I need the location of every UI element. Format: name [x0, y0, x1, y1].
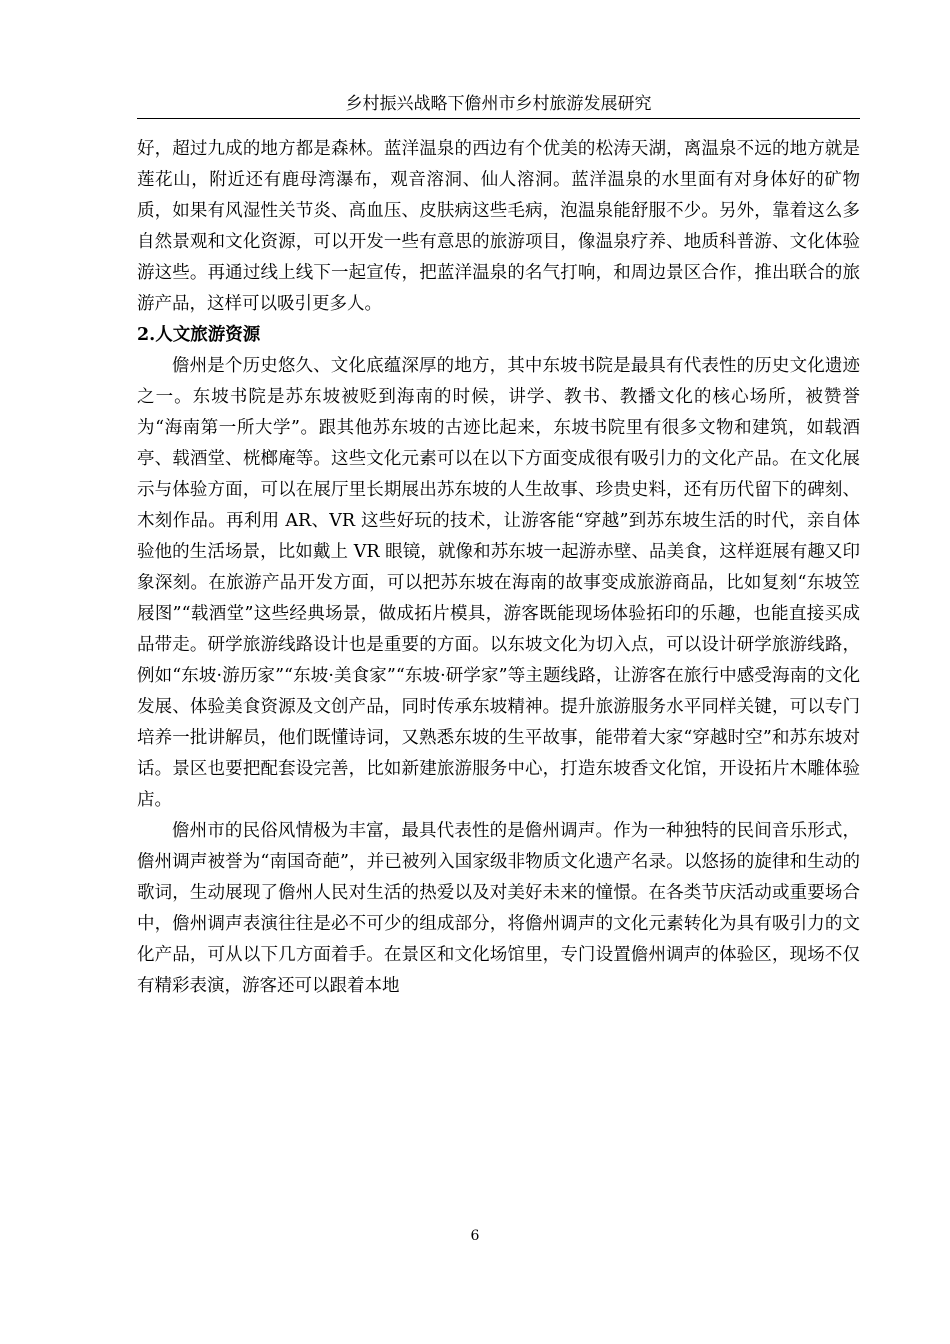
- paragraph-dongpo-academy: 儋州是个历史悠久、文化底蕴深厚的地方，其中东坡书院是最具有代表性的历史文化遗迹之一。东坡书院是苏东坡被贬到海南的时候，讲学、教书、教播文化的核心场所，被赞誉为“海南第一所大学”。跟其他苏东坡的古迹比起来，东坡书院里有很多文物和建筑，如载酒亭、载酒堂、桄榔庵等。这些文化元素可以在以下方面变成很有吸引力的文化产品。在文化展示与体验方面，可以在展厅里长期展出苏东坡的人生故事、珍贵史料，还有历代留下的碑刻、木刻作品。再利用 AR、VR 这些好玩的技术，让游客能“穿越”到苏东坡生活的时代，亲自体验他的生活场景，比如戴上 VR 眼镜，就像和苏东坡一起游赤壁、品美食，这样逛展有趣又印象深刻。在旅游产品开发方面，可以把苏东坡在海南的故事变成旅游商品，比如复刻“东坡笠屐图”“载酒堂”这些经典场景，做成拓片模具，游客既能现场体验拓印的乐趣，也能直接买成品带走。研学旅游线路设计也是重要的方面。以东坡文化为切入点，可以设计研学旅游线路，例如“东坡·游历家”“东坡·美食家”“东坡·研学家”等主题线路，让游客在旅行中感受海南的文化发展、体验美食资源及文创产品，同时传承东坡精神。提升旅游服务水平同样关键，可以专门培养一批讲解员，他们既懂诗词，又熟悉东坡的生平故事，能带着大家“穿越时空”和苏东坡对话。景区也要把配套设完善，比如新建旅游服务中心，打造东坡香文化馆，开设拓片木雕体验店。: [137, 356, 860, 810]
- paragraph-danzhou-tiaosheng: 儋州市的民俗风情极为丰富，最具代表性的是儋州调声。作为一种独特的民间音乐形式，儋州调声被誉为“南国奇葩”，并已被列入国家级非物质文化遗产名录。以悠扬的旋律和生动的歌词，生动展现了儋州人民对生活的热爱以及对美好未来的憧憬。在各类节庆活动或重要场合中，儋州调声表演往往是必不可少的组成部分，将儋州调声的文化元素转化为具有吸引力的文化产品，可从以下几方面着手。在景区和文化场馆里，专门设置儋州调声的体验区，现场不仅有精彩表演，游客还可以跟着本地: [137, 821, 860, 996]
- page-number: 6: [470, 1228, 480, 1244]
- running-header-title: 乡村振兴战略下儋州市乡村旅游发展研究: [345, 94, 652, 114]
- section-heading: 2.人文旅游资源: [137, 325, 261, 345]
- document-body: [137, 134, 860, 1002]
- header-divider: [137, 118, 860, 119]
- paragraph-continued: 好，超过九成的地方都是森林。蓝洋温泉的西边有个优美的松涛天湖，离温泉不远的地方就是莲花山，附近还有鹿母湾瀑布，观音溶洞、仙人溶洞。蓝洋温泉的水里面有对身体好的矿物质，如果有风湿性关节炎、高血压、皮肤病这些毛病，泡温泉能舒服不少。另外，靠着这么多自然景观和文化资源，可以开发一些有意思的旅游项目，像温泉疗养、地质科普游、文化体验游这些。再通过线上线下一起宣传，把蓝洋温泉的名气打响，和周边景区合作，推出联合的旅游产品，这样可以吸引更多人。: [137, 139, 860, 314]
